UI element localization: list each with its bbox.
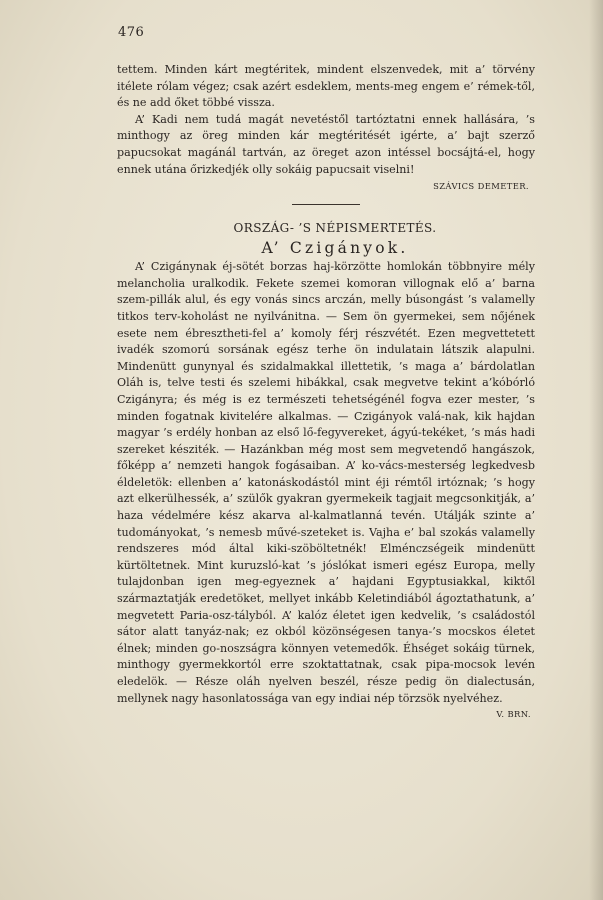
page-number: 476 <box>118 25 145 40</box>
story-author-signature: SZÁVICS DEMETER. <box>433 181 529 192</box>
section-divider <box>292 204 360 205</box>
page-content <box>117 62 535 721</box>
section-title: ORSZÁG- ’S NÉPISMERTETÉS. <box>233 221 437 236</box>
article-title: A’ Czigányok. <box>261 239 409 258</box>
article-body: A’ Czigánynak éj-sötét borzas haj-körzötte homlokán többnyire mély melancholia uralkodik. Fekete szemei komoran villognak elő a’ barna szem-pillák alul, és egy vonás sincs arczán, melly búsongást ’s valamelly titkos terv-koholást ne nyilvánitna. — Sem ön gyermekei, sem nőjének esete nem ébresztheti-fel a’ komoly férj részvétét. Ezen megvettetett ivadék szomorú sorsának egész terhe ön indulatain látszik alapulni. Mindenütt gunynyal és szidalmakkal illettetik, ’s maga a’ bárdolatlan Oláh is, telve testi és szelemi hibákkal, csak megvetve tekint a’kóbórló Czigányra; és még is ez természeti tehetségénél fogva ezer mester, ’s minden fogatnak kivitelére alkalmas. — Czigányok valá-nak, kik hajdan magyar ’s erdély honban az első lő-fegyvereket, ágyú-tekéket, ’s más hadi szereket késziték. — Hazánkban még most sem megvetendő hangászok, főképp a’ nemzeti hangok fogásaiban. A’ ko-vács-mesterség legkedvesb éldeletök: ellenben a’ katonáskodástól mint éji rémtől irtóznak; ’s hogy azt elkerülhessék, a’ szülők gyakran gyermekeik tagjait megcsonkitják, a’ haza védelmére kész akarva al-kalmatlanná tevén. Utálják szinte a’ tudományokat, ’s nemesb művé-szeteket is. Vajha e’ bal szokás valamelly rendszeres mód által kiki-szöböltetnék! Elménczségeik mindenütt kürtöltetnek. Mint kuruzsló-kat ’s jóslókat ismeri egész Europa, melly tulajdonban igen meg-egyeznek a’ hajdani Egyptusiakkal, kiktől származtatják eredetöket, mellyet inkább Keletindiából ágoztathatunk, a’ megvetett Paria-osz-tályból. A’ kalóz életet igen kedvelik, ’s családostól sátor alatt tanyáz-nak; ez okból közönségesen tanya-’s mocskos életet élnek; minden go-noszságra könnyen vetemedők. Éhséget sokáig türnek, minthogy gyermekkortól erre szoktattatnak, csak pipa-mocsok levén eledelök. — Része oláh nyelven beszél, része pedig ön dialectusán, mellynek nagy hasonlatossága van egy indiai nép törzsök nyelvéhez. <box>117 260 535 705</box>
story-paragraph-continued: tettem. Minden kárt megtéritek, mindent elszenvedek, mit a’ törvény itélete rólam végez; csak azért esdeklem, ments-meg engem e’ rémek-től, és ne add őket többé vissza. <box>117 63 535 110</box>
article-author-signature: V. BRN. <box>496 709 531 720</box>
story-paragraph: A’ Kadi nem tudá magát nevetéstől tartóztatni ennek hallására, ’s minthogy az öreg minden kár megtéritését igérte, a’ bajt szerző papucsokat magánál tartván, az öreget azon intéssel bocsájtá-el, hogy ennek utána őrizkedjék olly sokáig papucsait viselni! <box>117 112 535 176</box>
